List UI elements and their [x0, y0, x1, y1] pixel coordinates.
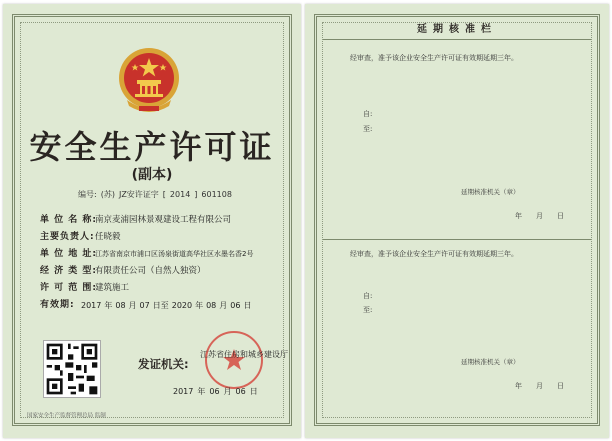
cert-number-bracket-close: ]	[194, 190, 198, 199]
extension-text: 经审查，准予该企业安全生产许可证有效期延期三年。	[350, 250, 518, 258]
year-unit: 年	[195, 301, 204, 310]
field-value: 江苏省南京市浦口区汤泉街道高华社区水墨名香2号	[95, 250, 254, 258]
field-value: 任晓毅	[95, 232, 121, 242]
field-label: 单 位 地 址:	[40, 249, 97, 259]
cert-number-year: 2014	[169, 190, 191, 199]
field-license-scope	[40, 280, 129, 293]
extension-approval-page	[305, 4, 609, 438]
cert-number-type: JZ安许证字	[118, 190, 159, 199]
valid-from-day: 07	[139, 301, 150, 310]
national-emblem-icon	[113, 44, 185, 118]
certificate-number	[78, 189, 236, 200]
extension-from: 自:	[363, 292, 373, 300]
supervisor-footnote: 国家安全生产监督管理总局 监制	[27, 413, 106, 419]
extension-header: 延期核准栏	[323, 21, 591, 40]
extension-text: 经审查，准予该企业安全生产许可证有效期延期三年。	[350, 54, 518, 62]
field-principal	[40, 229, 121, 242]
field-value: 南京麦浦园林景观建设工程有限公司	[95, 215, 232, 225]
cert-number-bracket-open: [	[162, 190, 166, 199]
field-value: 建筑施工	[95, 283, 130, 293]
month-unit: 月	[219, 301, 228, 310]
valid-to-month: 08	[206, 301, 217, 310]
issue-month: 06	[209, 387, 220, 396]
field-economic-type	[40, 263, 206, 276]
issuer-label: 发证机关:	[138, 357, 189, 371]
month-unit: 月	[536, 212, 543, 220]
certificate-subtitle: (副本)	[131, 167, 173, 183]
certificate-front-page	[3, 4, 301, 438]
extension-authority: 延期核准机关（章）	[461, 188, 520, 196]
day-unit: 日	[557, 212, 564, 220]
extension-section-2	[323, 239, 591, 419]
qr-code-icon	[43, 340, 101, 398]
extension-date	[515, 211, 578, 221]
field-label: 许 可 范 围:	[40, 283, 97, 293]
issue-day: 06	[235, 387, 246, 396]
field-address	[40, 246, 253, 259]
valid-from-year: 2017	[81, 301, 102, 310]
year-unit: 年	[104, 301, 113, 310]
extension-section-1	[323, 39, 591, 240]
field-label: 单 位 名 称:	[40, 215, 97, 225]
extension-from: 自:	[363, 110, 373, 118]
cert-number-serial: 601108	[201, 190, 232, 199]
field-value: 有限责任公司（自然人独资）	[95, 266, 206, 276]
issue-year: 2017	[173, 387, 194, 396]
year-unit: 年	[515, 382, 522, 390]
month-unit: 月	[223, 387, 232, 396]
cert-number-prefix: 编号:	[78, 190, 97, 199]
day-unit: 日	[243, 301, 252, 310]
field-label: 有效期:	[40, 300, 75, 310]
extension-to: 至:	[363, 125, 373, 133]
year-unit: 年	[197, 387, 206, 396]
extension-to: 至:	[363, 306, 373, 314]
validity-period	[81, 300, 254, 311]
day-unit: 日	[249, 387, 258, 396]
field-company-name	[40, 212, 231, 225]
cert-number-province: (苏)	[100, 190, 115, 199]
extension-date	[515, 381, 578, 391]
valid-to-day: 06	[230, 301, 241, 310]
valid-to-year: 2020	[171, 301, 193, 310]
extension-authority: 延期核准机关（章）	[461, 358, 520, 366]
month-unit: 月	[128, 301, 137, 310]
certificate-title: 安全生产许可证	[29, 128, 275, 166]
month-unit: 月	[536, 382, 543, 390]
issuer-organization: 江苏省住房和城乡建设厅	[200, 350, 288, 359]
day-unit: 日	[557, 382, 564, 390]
issue-date	[173, 386, 262, 397]
valid-from-month: 08	[115, 301, 126, 310]
field-label: 经 济 类 型:	[40, 266, 97, 276]
year-unit: 年	[515, 212, 522, 220]
field-label: 主要负责人:	[40, 232, 95, 242]
day-unit: 日至	[152, 301, 169, 310]
